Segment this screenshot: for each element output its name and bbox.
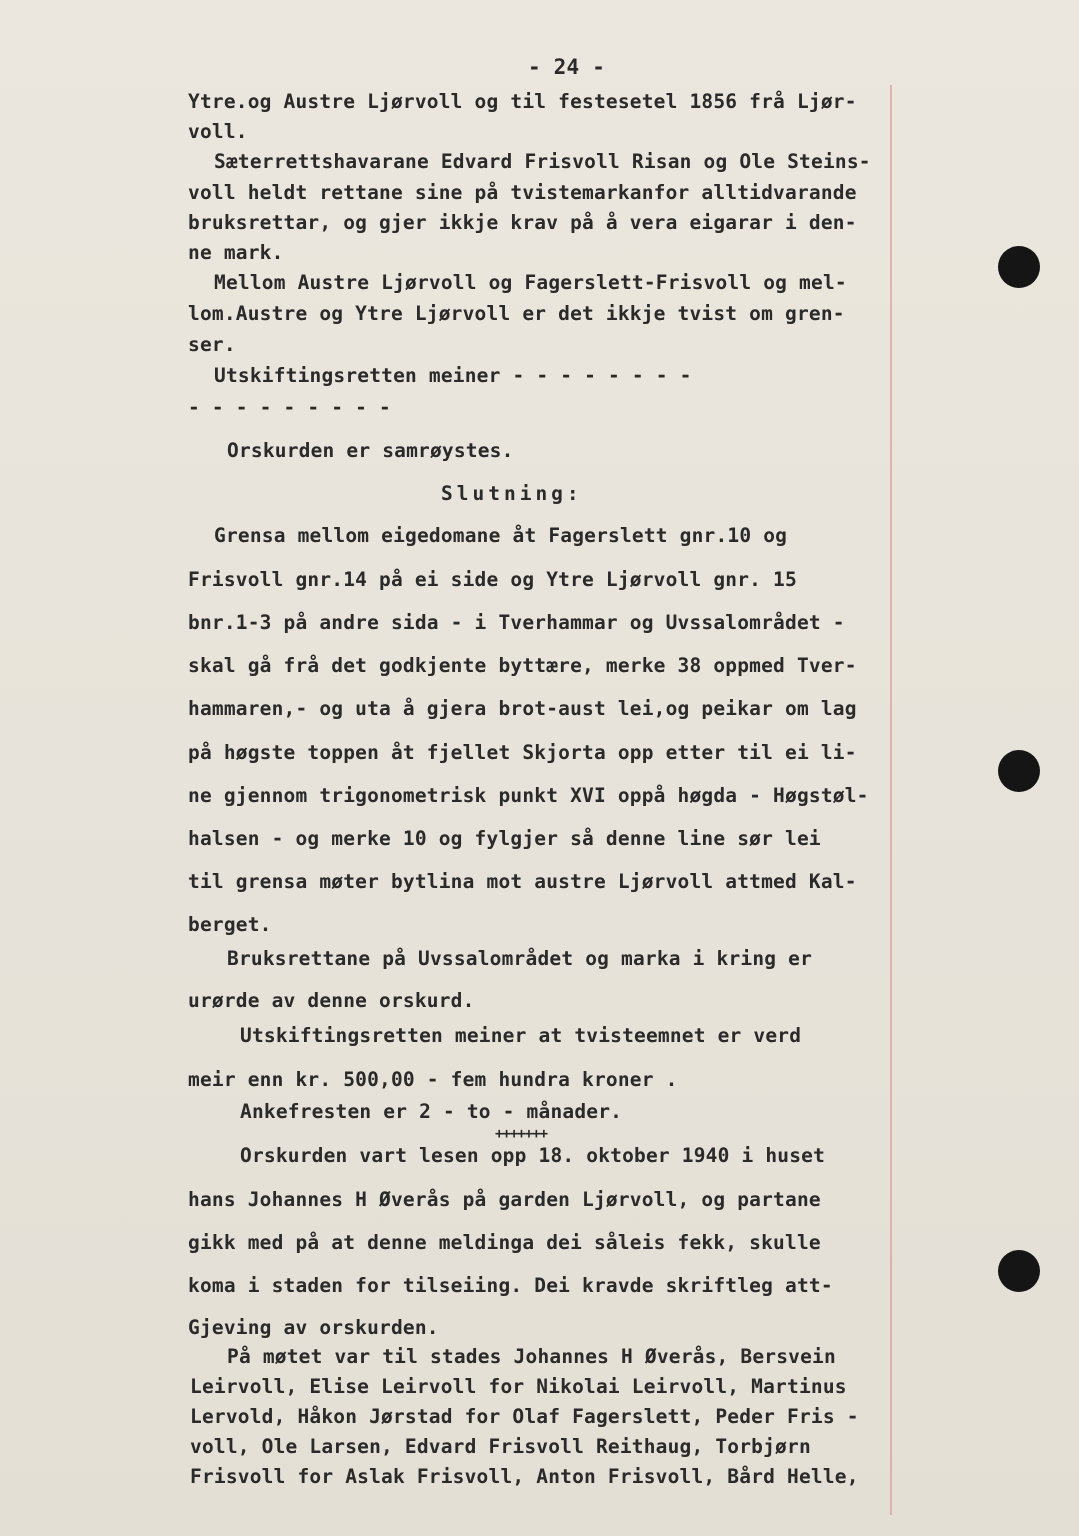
text-line: meir enn kr. 500,00 - fem hundra kroner . bbox=[188, 1068, 678, 1091]
text-line: Sæterrettshavarane Edvard Frisvoll Risan og Ole Steins- bbox=[214, 150, 871, 173]
separator-marks: +++++++ bbox=[495, 1126, 548, 1142]
text-line: Bruksrettane på Uvssalområdet og marka i kring er bbox=[227, 947, 813, 970]
text-line: til grensa møter bytlina mot austre Ljørvoll attmed Kal- bbox=[188, 870, 857, 893]
margin-rule bbox=[890, 85, 892, 1515]
text-line: Ytre.og Austre Ljørvoll og til festesetel 1856 frå Ljør- bbox=[188, 90, 857, 113]
text-line: ser. bbox=[188, 333, 236, 356]
text-line: Ankefresten er 2 - to - månader. bbox=[240, 1100, 623, 1123]
text-line: Orskurden er samrøystes. bbox=[227, 439, 514, 462]
text-line: Orskurden vart lesen opp 18. oktober 1940 i huset bbox=[240, 1144, 826, 1167]
page-number: - 24 - bbox=[528, 55, 606, 79]
text-line: hans Johannes H Øverås på garden Ljørvoll, og partane bbox=[188, 1188, 821, 1211]
punch-hole-icon bbox=[998, 750, 1040, 792]
text-line: ne mark. bbox=[188, 241, 284, 264]
text-line: Utskiftingsretten meiner at tvisteemnet er verd bbox=[240, 1024, 802, 1047]
text-line: urørde av denne orskurd. bbox=[188, 989, 475, 1012]
text-line: berget. bbox=[188, 913, 272, 936]
text-line: på høgste toppen åt fjellet Skjorta opp etter til ei li- bbox=[188, 741, 857, 764]
text-line: Gjeving av orskurden. bbox=[188, 1316, 439, 1339]
text-line: hammaren,- og uta å gjera brot-aust lei,og peikar om lag bbox=[188, 697, 857, 720]
text-line: På møtet var til stades Johannes H Øverås, Bersvein bbox=[227, 1345, 836, 1368]
text-line: ne gjennom trigonometrisk punkt XVI oppå høgda - Høgstøl- bbox=[188, 784, 869, 807]
text-line: lom.Austre og Ytre Ljørvoll er det ikkje tvist om gren- bbox=[188, 302, 845, 325]
text-line: Frisvoll for Aslak Frisvoll, Anton Frisvoll, Bård Helle, bbox=[190, 1465, 859, 1488]
text-line: voll heldt rettane sine på tvistemarkanfor alltidvarande bbox=[188, 181, 857, 204]
text-line: - - - - - - - - - bbox=[188, 396, 391, 419]
text-line: bnr.1-3 på andre sida - i Tverhammar og Uvssalområdet - bbox=[188, 611, 845, 634]
punch-hole-icon bbox=[998, 246, 1040, 288]
text-line: halsen - og merke 10 og fylgjer så denne line sør lei bbox=[188, 827, 821, 850]
text-line: gikk med på at denne meldinga dei såleis fekk, skulle bbox=[188, 1231, 821, 1254]
text-line: voll. bbox=[188, 120, 248, 143]
text-line: Lervold, Håkon Jørstad for Olaf Fagerslett, Peder Fris - bbox=[190, 1405, 859, 1428]
text-line: Leirvoll, Elise Leirvoll for Nikolai Leirvoll, Martinus bbox=[190, 1375, 847, 1398]
text-line: bruksrettar, og gjer ikkje krav på å vera eigarar i den- bbox=[188, 211, 857, 234]
section-heading: Slutning: bbox=[441, 482, 583, 505]
text-line: Frisvoll gnr.14 på ei side og Ytre Ljørvoll gnr. 15 bbox=[188, 568, 797, 591]
punch-hole-icon bbox=[998, 1250, 1040, 1292]
text-line: voll, Ole Larsen, Edvard Frisvoll Reithaug, Torbjørn bbox=[190, 1435, 811, 1458]
text-line: Utskiftingsretten meiner - - - - - - - - bbox=[214, 364, 692, 387]
text-line: Mellom Austre Ljørvoll og Fagerslett-Frisvoll og mel- bbox=[214, 271, 847, 294]
text-line: koma i staden for tilseiing. Dei kravde skriftleg att- bbox=[188, 1274, 833, 1297]
text-line: Grensa mellom eigedomane åt Fagerslett gnr.10 og bbox=[214, 524, 788, 547]
text-line: skal gå frå det godkjente byttære, merke 38 oppmed Tver- bbox=[188, 654, 857, 677]
